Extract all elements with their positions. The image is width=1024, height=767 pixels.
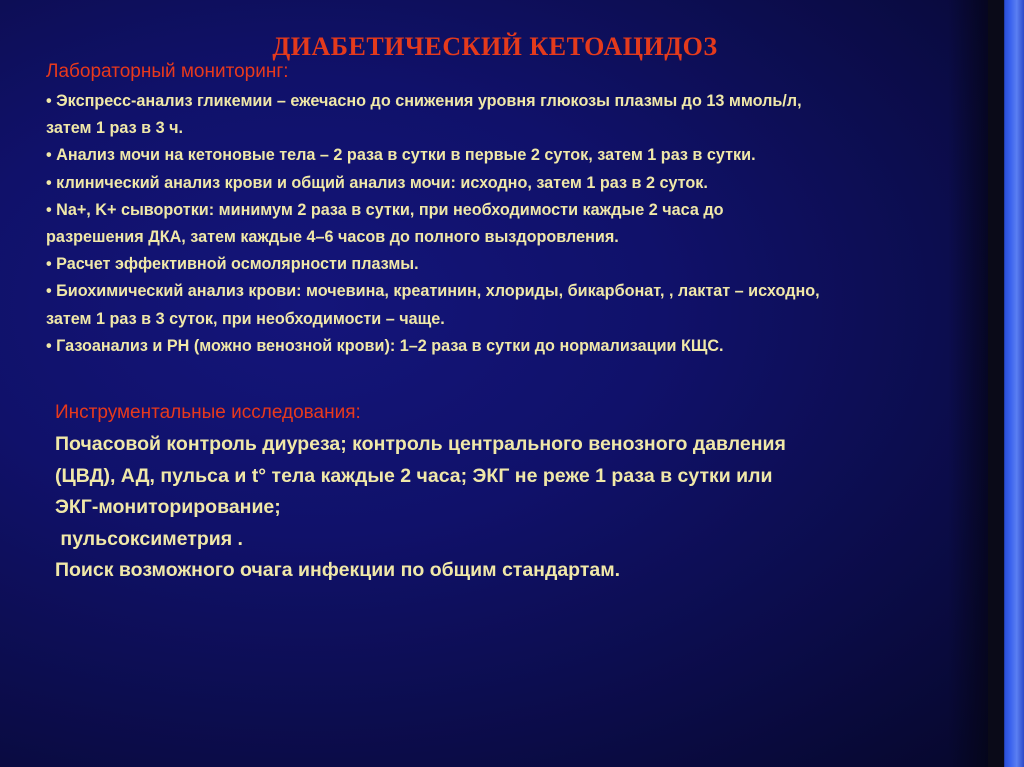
instrumental-heading: Инструментальные исследования: [55, 402, 361, 423]
lab-line: • Расчет эффективной осмолярности плазмы. [46, 255, 419, 274]
lab-line: • клинический анализ крови и общий анализ мочи: исходно, затем 1 раз в 2 суток. [46, 173, 708, 192]
instr-line: ЭКГ-мониторирование; [55, 496, 281, 518]
lab-line: • Анализ мочи на кетоновые тела – 2 раза в сутки в первые 2 суток, затем 1 раз в сутки. [46, 146, 756, 165]
lab-line: • Газоанализ и PH (можно венозной крови): 1–2 раза в сутки до нормализации КЩС. [46, 336, 724, 355]
lab-line: разрешения ДКА, затем каждые 4–6 часов до полного выздоровления. [46, 228, 619, 247]
lab-monitoring-heading: Лабораторный мониторинг: [46, 61, 289, 82]
lab-monitoring-list [46, 88, 1006, 360]
lab-line: • Na+, K+ сыворотки: минимум 2 раза в сутки, при необходимости каждые 2 часа до [46, 200, 724, 219]
lab-line: • Экспресс-анализ гликемии – ежечасно до снижения уровня глюкозы плазмы до 13 ммоль/л, [46, 92, 802, 110]
slide-title: ДИАБЕТИЧЕСКИЙ КЕТОАЦИДОЗ [272, 32, 718, 61]
lab-line: затем 1 раз в 3 ч. [46, 119, 184, 138]
lab-line: • Биохимический анализ крови: мочевина, креатинин, хлориды, бикарбонат, , лактат – исходно, [46, 282, 820, 301]
lab-line: затем 1 раз в 3 суток, при необходимости – чаще. [46, 309, 445, 328]
instr-line: (ЦВД), АД, пульса и t° тела каждые 2 часа; ЭКГ не реже 1 раза в сутки или [55, 464, 773, 487]
instrumental-list [55, 429, 955, 587]
instr-line: Почасовой контроль диуреза; контроль центрального венозного давления [55, 433, 786, 455]
instr-line: Поиск возможного очага инфекции по общим стандартам. [55, 559, 621, 581]
instr-line: пульсоксиметрия . [55, 527, 243, 550]
